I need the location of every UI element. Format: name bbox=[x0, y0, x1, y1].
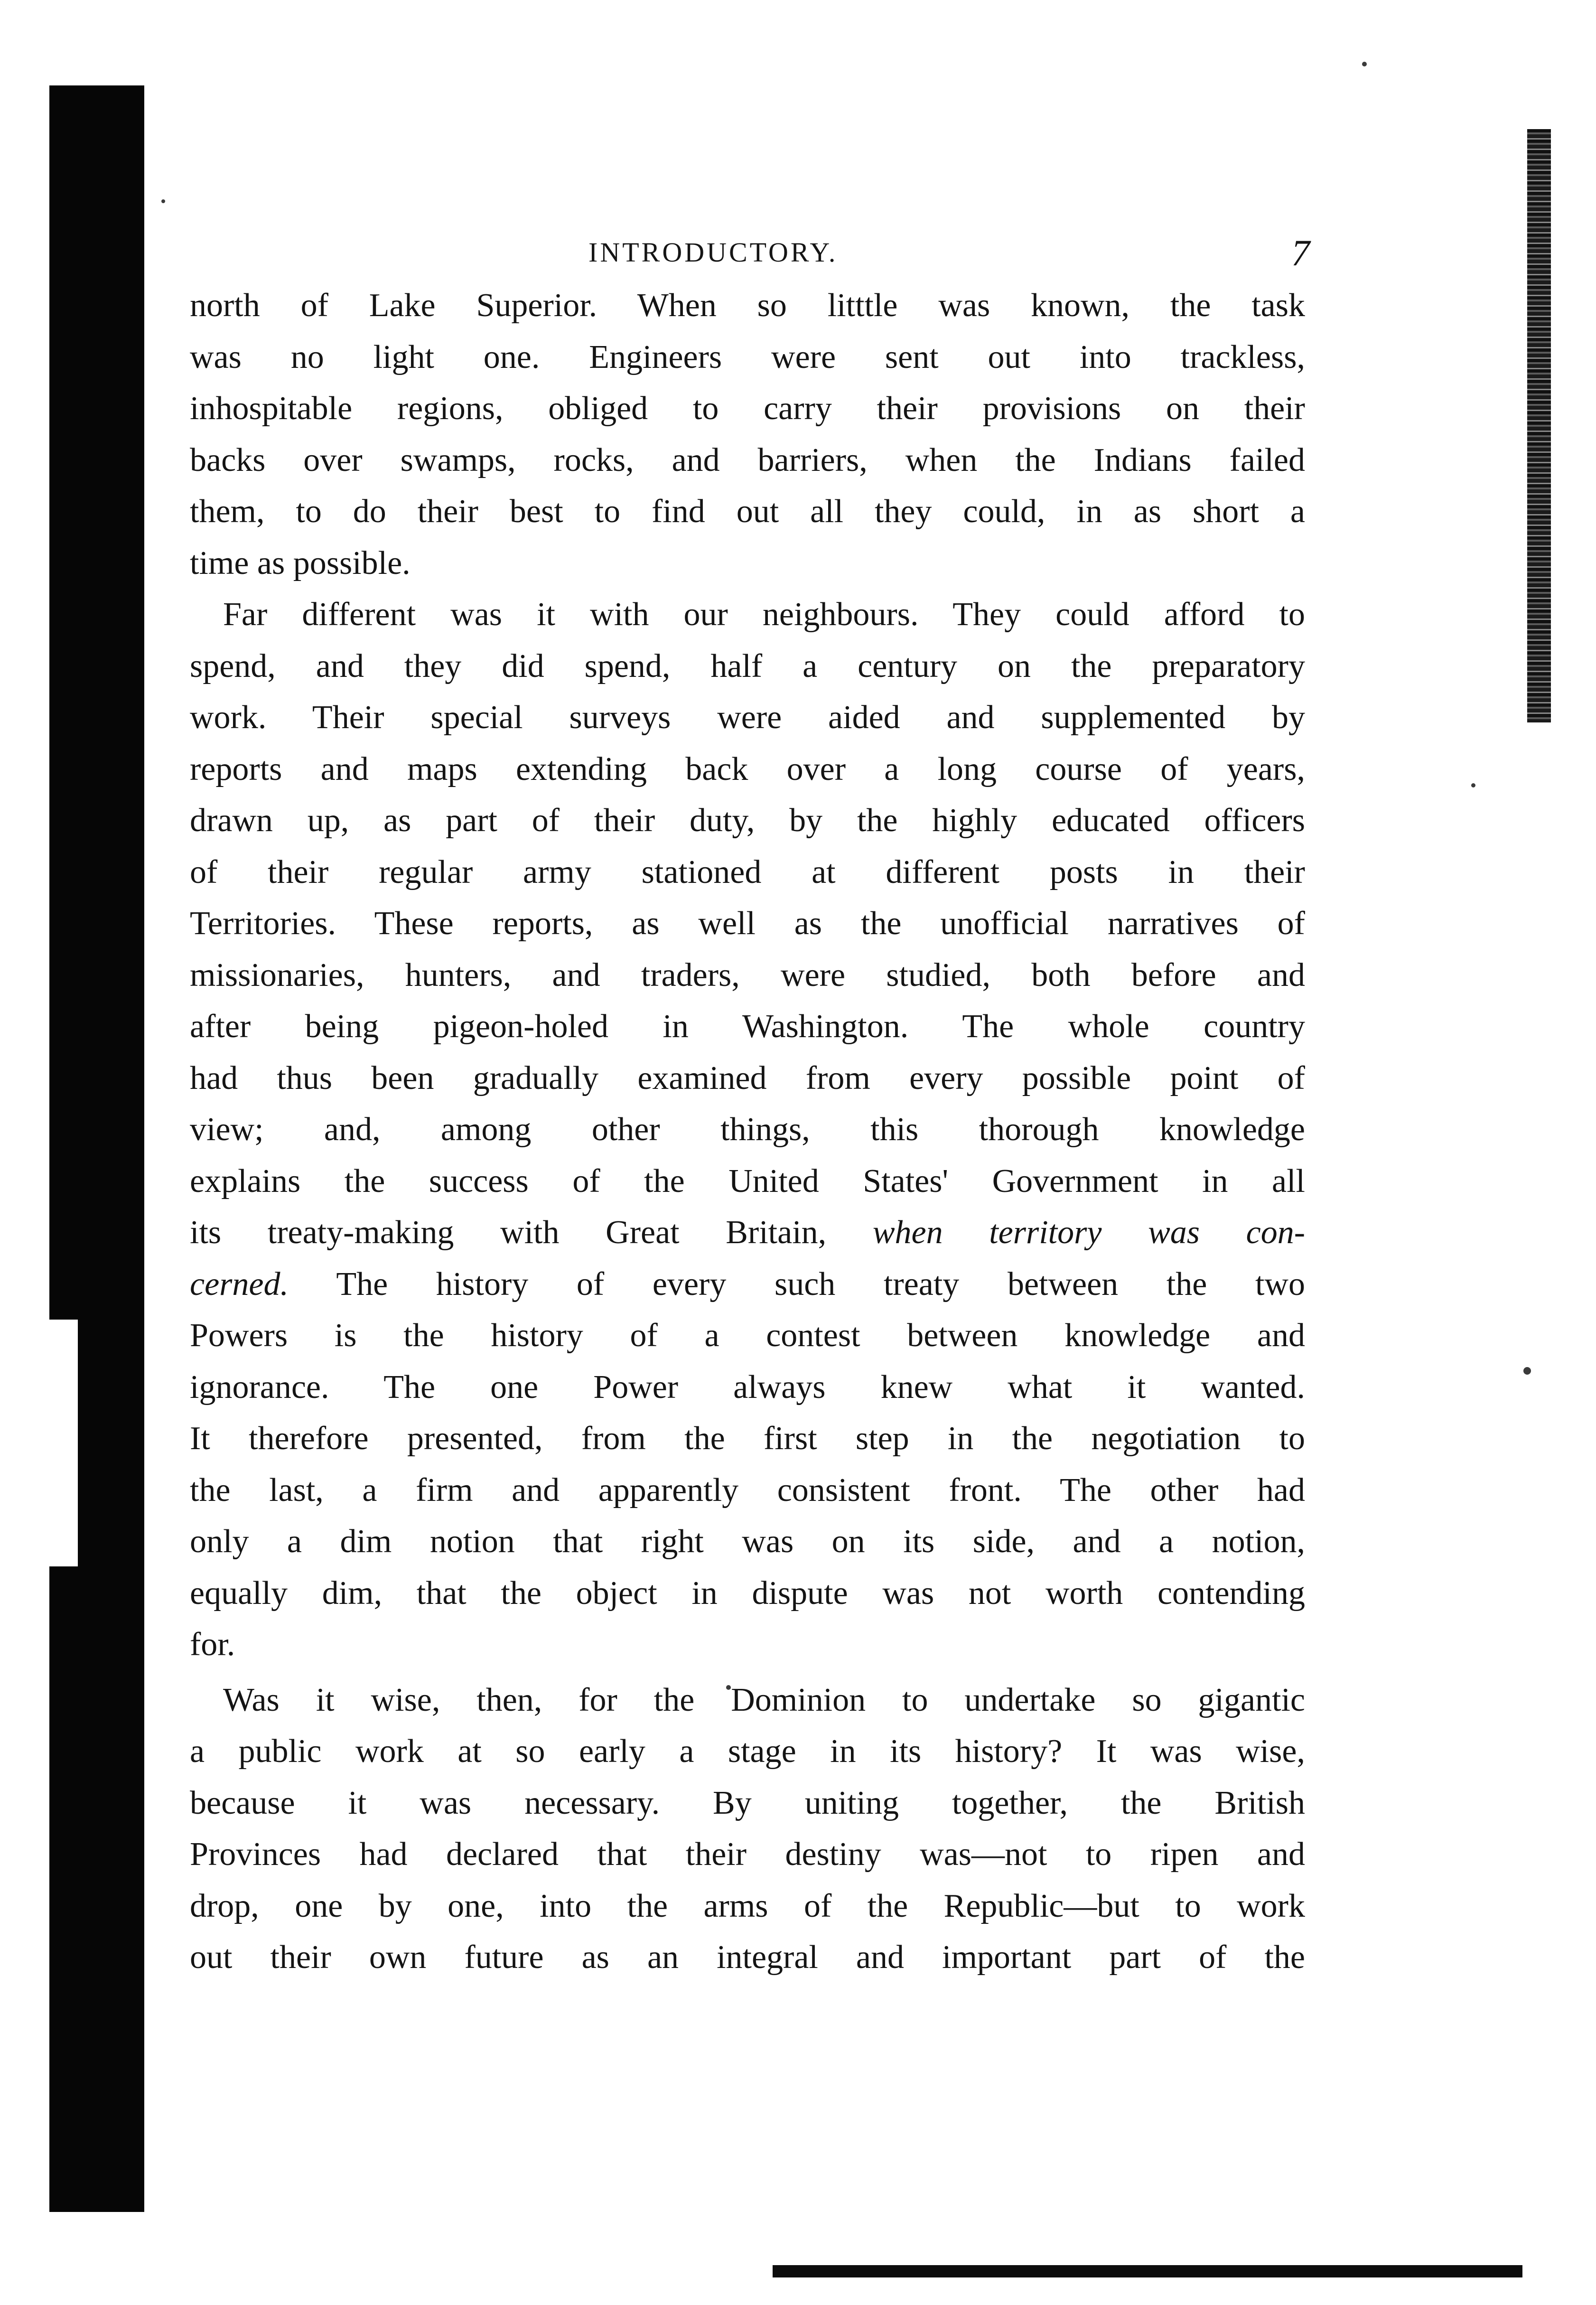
text-line: missionaries, hunters, and traders, were studied, both before and bbox=[190, 956, 1305, 993]
text-line: Powers is the history of a contest between knowledge and bbox=[190, 1317, 1305, 1354]
page-number: 7 bbox=[1291, 232, 1310, 273]
text-line: drop, one by one, into the arms of the Republic—but to work bbox=[190, 1887, 1305, 1924]
scan-border-bottom bbox=[773, 2265, 1522, 2277]
scan-speck bbox=[1471, 783, 1475, 787]
text-line: the last, a firm and apparently consistent front. The other had bbox=[190, 1471, 1305, 1509]
text-line: for. bbox=[190, 1626, 235, 1663]
text-line: Was it wise, then, for the Dominion to undertake so gigantic bbox=[223, 1681, 1305, 1718]
text-line: spend, and they did spend, half a century on the preparatory bbox=[190, 647, 1305, 684]
text-line: of their regular army stationed at different posts in their bbox=[190, 853, 1305, 890]
text-line: out their own future as an integral and important part of the bbox=[190, 1939, 1305, 1976]
scan-speck bbox=[161, 199, 165, 203]
book-page bbox=[190, 228, 1310, 1984]
scan-speck bbox=[1362, 62, 1367, 66]
scan-border-right bbox=[1527, 129, 1551, 722]
text-line: inhospitable regions, obliged to carry their provisions on their bbox=[190, 390, 1305, 427]
text-line: work. Their special surveys were aided and supplemented by bbox=[190, 699, 1305, 736]
text-line bbox=[190, 1207, 1305, 1259]
text-line: after being pigeon-holed in Washington. The whole country bbox=[190, 1008, 1305, 1045]
text-line bbox=[190, 1259, 1305, 1311]
text-line: north of Lake Superior. When so litttle was known, the task bbox=[190, 287, 1305, 324]
text-line: time as possible. bbox=[190, 544, 411, 581]
text-line: drawn up, as part of their duty, by the highly educated officers bbox=[190, 802, 1305, 839]
scan-speck bbox=[1523, 1367, 1531, 1375]
text-line: view; and, among other things, this thorough knowledge bbox=[190, 1111, 1305, 1148]
text-line: them, to do their best to find out all they could, in as short a bbox=[190, 493, 1305, 530]
text-segment: its treaty-making with Great Britain, bbox=[190, 1214, 827, 1251]
text-line: had thus been gradually examined from every possible point of bbox=[190, 1059, 1305, 1096]
text-line: reports and maps extending back over a long course of years, bbox=[190, 750, 1305, 787]
text-line: Far different was it with our neighbours. They could afford to bbox=[223, 596, 1305, 633]
text-line: Provinces had declared that their destiny was—not to ripen and bbox=[190, 1836, 1305, 1873]
text-line: Territories. These reports, as well as the unofficial narratives of bbox=[190, 905, 1305, 942]
italic-phrase: cerned. bbox=[190, 1265, 289, 1302]
text-line: explains the success of the United States' Government in all bbox=[190, 1162, 1305, 1199]
chapter-title: INTRODUCTORY. bbox=[588, 237, 838, 268]
italic-phrase: when territory was con- bbox=[872, 1214, 1306, 1251]
text-line: a public work at so early a stage in its history? It was wise, bbox=[190, 1733, 1305, 1770]
text-line: backs over swamps, rocks, and barriers, when the Indians failed bbox=[190, 441, 1305, 478]
text-line: because it was necessary. By uniting together, the British bbox=[190, 1784, 1305, 1821]
text-line: It therefore presented, from the first step in the negotiation to bbox=[190, 1420, 1305, 1457]
scan-border-left bbox=[49, 85, 144, 2212]
running-head bbox=[190, 228, 1310, 280]
text-line: ignorance. The one Power always knew what it wanted. bbox=[190, 1368, 1305, 1405]
text-line: only a dim notion that right was on its side, and a notion, bbox=[190, 1523, 1305, 1560]
text-line: was no light one. Engineers were sent out into trackless, bbox=[190, 338, 1305, 375]
text-line: equally dim, that the object in dispute was not worth contending bbox=[190, 1574, 1305, 1612]
text-segment: The history of every such treaty between the two bbox=[336, 1265, 1305, 1302]
body-text bbox=[190, 280, 1305, 1984]
